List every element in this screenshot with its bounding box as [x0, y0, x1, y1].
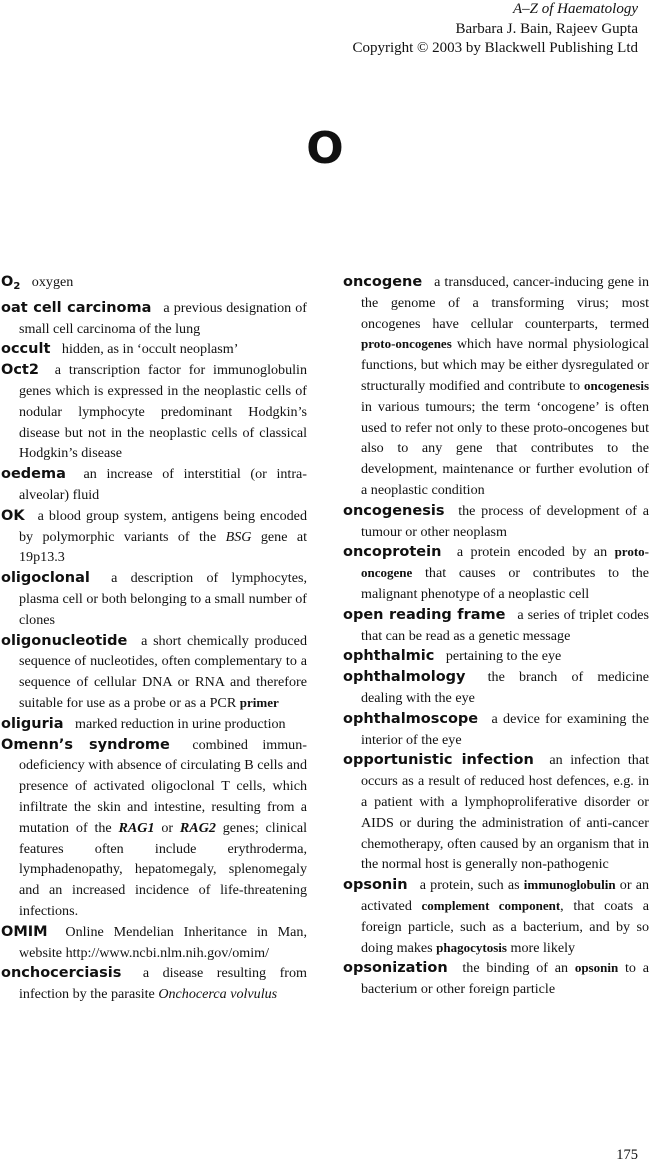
- entry-definition: Online Mendelian Inheritance in Man, website http://www.ncbi.nlm.nih.gov/omim/: [19, 923, 307, 961]
- entry-definition: pertaining to the eye: [445, 648, 562, 665]
- entry-occult: [1, 339, 307, 360]
- entry-definition: hidden, as in ‘occult neoplasm’: [61, 341, 239, 358]
- entry-oncogenesis: [343, 501, 649, 543]
- entry-definition: an infection that occurs as a result of reduced host defences, e.g. in a patient with a lymphoproliferative disorder or AIDS or during the administration of anti-cancer chemotherapy, often caused by an organism that in the normal host is generally non-pathogenic: [361, 752, 649, 873]
- entry-term: oligonucleotide: [1, 632, 128, 649]
- entry-definition: a short chemically produced sequence of nucleotides, often complementary to a sequence of cellular DNA or RNA and therefore suitable for use as a probe or as a PCR: [19, 632, 307, 711]
- entry-term: Oct2: [1, 362, 39, 379]
- entry-oat-cell-carcinoma: [1, 298, 307, 340]
- cross-reference-link[interactable]: immunoglobulin: [523, 877, 616, 893]
- entry-term: oncogene: [343, 274, 423, 290]
- left-column: [1, 272, 307, 1005]
- entry-definition: marked reduction in urine production: [75, 715, 286, 732]
- organism-name: Onchocerca volvulus: [158, 986, 278, 1003]
- entry-omenns-syndrome: [1, 735, 307, 922]
- cross-reference-link[interactable]: proto-oncogenes: [361, 336, 452, 352]
- gene-name: BSG: [225, 528, 252, 545]
- entry-definition: an increase of interstitial (or intra-alveolar) fluid: [19, 466, 307, 503]
- entry-oncoprotein: [343, 542, 649, 604]
- entry-term: onchocerciasis: [1, 965, 122, 982]
- entry-term: Omenn’s syndrome: [1, 736, 170, 753]
- entry-ophthalmic: [343, 646, 649, 667]
- entry-definition-cont: more likely: [510, 939, 576, 956]
- entry-term: oat cell carcinoma: [1, 299, 152, 316]
- entry-term: opportunistic infection: [343, 752, 534, 769]
- entry-definition-cont: genes; clinical features often include erythroderma, lymphadenopathy, hepatomegaly, splenomegaly and an increased incidence of life-threatening infections.: [19, 819, 308, 919]
- entry-definition: oxygen: [31, 274, 74, 290]
- entry-term: oncoprotein: [343, 544, 442, 561]
- entry-term: opsonization: [343, 960, 448, 977]
- entry-definition-cont: gene at 19p13.3: [19, 528, 307, 566]
- cross-reference-link[interactable]: phagocytosis: [436, 939, 507, 955]
- entry-definition-cont: which have normal physiological functions, but which may be either dysregulated or structurally modified and contribute to: [361, 336, 649, 394]
- entry-o2: [1, 272, 307, 298]
- book-title: A–Z of Haematology: [513, 1, 638, 17]
- entry-definition-cont: , that coats a foreign particle, such as a bacterium, and by so doing makes: [361, 897, 649, 956]
- entry-ok: [1, 506, 307, 568]
- entry-term: oncogenesis: [343, 502, 445, 519]
- entry-oliguria: [1, 714, 307, 735]
- entry-term: ophthalmology: [343, 669, 466, 686]
- entry-term: [1, 274, 20, 290]
- entry-opsonin: [343, 875, 649, 958]
- copyright: Copyright © 2003 by Blackwell Publishing Ltd: [352, 40, 638, 56]
- entry-term: opsonin: [343, 877, 408, 894]
- running-header: [352, 0, 638, 59]
- entry-oligoclonal: [1, 568, 307, 630]
- entry-onchocerciasis: [1, 963, 307, 1005]
- entry-definition-cont: that causes or contributes to the malignant phenotype of a neoplastic cell: [361, 565, 650, 602]
- entry-ophthalmoscope: [343, 709, 649, 751]
- entry-definition: a transcription factor for immunoglobulin genes which is expressed in the neoplastic cells of nodular lymphocyte predominant Hodgkin’s disease but not in the neoplastic cells of classical Hodgkin’s disease: [19, 362, 307, 462]
- cross-reference-link[interactable]: RAG2: [179, 819, 216, 836]
- cross-reference-link[interactable]: oncogenesis: [584, 377, 649, 393]
- entry-opsonization: [343, 958, 649, 1000]
- entry-term: oligoclonal: [1, 570, 90, 587]
- entry-definition: a previous designation of small cell carcinoma of the lung: [19, 299, 307, 337]
- section-letter: O: [306, 123, 344, 174]
- entry-opportunistic-infection: [343, 750, 649, 875]
- entry-definition: a blood group system, antigens being encoded by polymorphic variants of the: [19, 507, 307, 545]
- entry-definition: a series of triplet codes that can be read as a genetic message: [361, 606, 649, 644]
- entry-oligonucleotide: [1, 631, 307, 714]
- entry-definition: a transduced, cancer-inducing gene in the genome of a transforming virus; most oncogenes have cellular counterparts, termed: [361, 274, 649, 332]
- entry-definition: a description of lymphocytes, plasma cell or both belonging to a small number of clones: [19, 570, 307, 628]
- entry-term: open reading frame: [343, 606, 506, 623]
- entry-definition-cont: to a bacterium or other foreign particle: [361, 960, 649, 998]
- entry-definition: a protein encoded by an: [456, 544, 608, 561]
- entry-term: oedema: [1, 466, 66, 483]
- cross-reference-link[interactable]: complement component: [421, 897, 561, 913]
- entry-term: OK: [1, 507, 25, 524]
- cross-reference-link[interactable]: opsonin: [574, 960, 619, 976]
- cross-reference-link[interactable]: primer: [239, 694, 279, 710]
- page-number: 175: [616, 1147, 638, 1163]
- entry-definition: the process of development of a tumour or other neoplasm: [361, 502, 649, 540]
- entry-term: ophthalmic: [343, 648, 435, 665]
- entry-definition: a protein, such as: [419, 877, 520, 894]
- subscript: 2: [13, 281, 21, 292]
- entry-oct2: [1, 360, 307, 464]
- entry-definition: the branch of medicine dealing with the eye: [361, 669, 649, 706]
- entry-definition: a device for examining the interior of the eye: [361, 710, 649, 748]
- entry-oedema: [1, 464, 307, 506]
- cross-reference-link[interactable]: RAG1: [118, 819, 155, 836]
- entry-oncogene: [343, 272, 649, 501]
- entry-definition: the binding of an: [462, 960, 569, 977]
- entry-omim: [1, 922, 307, 964]
- entry-term: OMIM: [1, 923, 48, 940]
- entry-term: ophthalmoscope: [343, 710, 479, 727]
- entry-definition: combined immunodeficiency with absence of circulating B cells and presence of activated oligoclonal T cells, which infiltrate the skin and intestine, resulting from a mutation of the: [19, 736, 307, 836]
- entry-term: oliguria: [1, 715, 64, 732]
- entry-definition-cont: in various tumours; the term ‘oncogene’ is often used to refer not only to these proto-oncogenes but also to any gene that contributes to the development, maintenance or further evolution of a neoplastic condition: [361, 398, 649, 498]
- conjunction: or: [161, 819, 174, 836]
- entry-term: occult: [1, 341, 51, 358]
- term-text: O: [1, 274, 14, 290]
- entry-definition: a disease resulting from infection by the parasite: [19, 965, 307, 1003]
- entry-open-reading-frame: [343, 605, 649, 647]
- right-column: [343, 272, 649, 1000]
- authors: Barbara J. Bain, Rajeev Gupta: [455, 20, 638, 37]
- cross-reference-link[interactable]: proto-oncogene: [361, 544, 650, 581]
- entry-ophthalmology: [343, 667, 649, 709]
- entry-definition-cont: or an activated: [361, 877, 649, 914]
